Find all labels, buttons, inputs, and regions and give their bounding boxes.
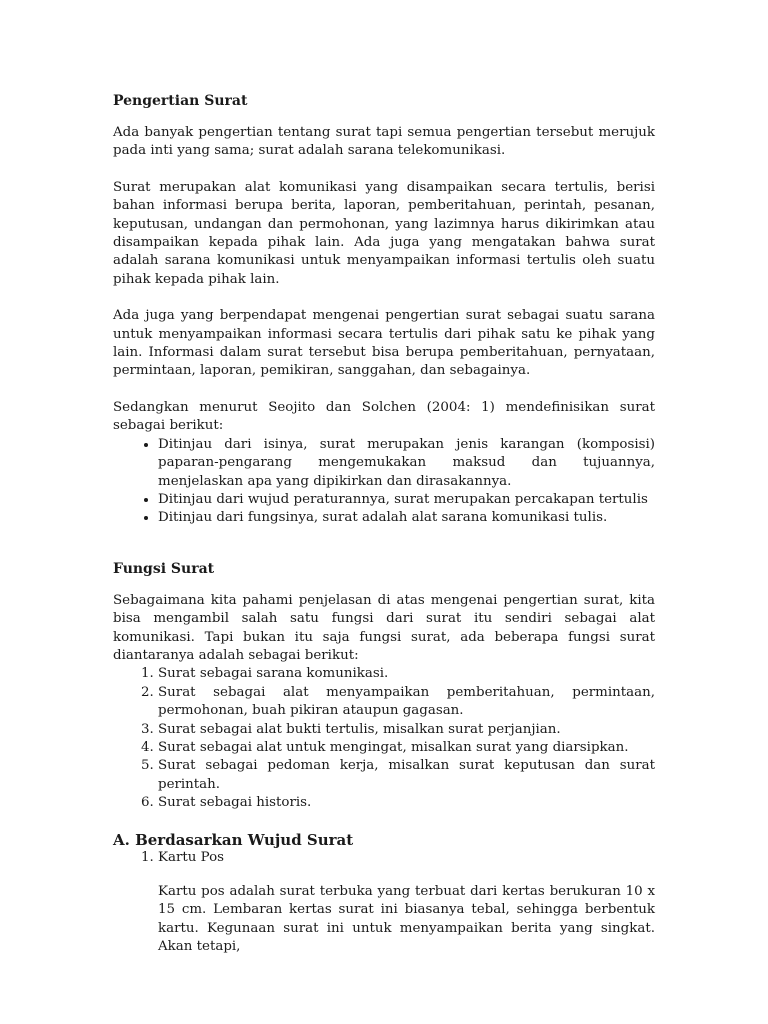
- list-item: • Ditinjau dari wujud peraturannya, surat merupakan percakapan tertulis: [158, 491, 655, 509]
- list-item: 6. Surat sebagai historis.: [158, 794, 655, 812]
- numbered-list: [113, 665, 655, 812]
- document-content: [113, 92, 655, 957]
- paragraph: Ada juga yang berpendapat mengenai pengertian surat sebagai suatu sarana untuk menyampaikan informasi secara tertulis dari pihak satu ke pihak yang lain. Informasi dalam surat tersebut bisa berupa pemberitahuan, pernyataan, permintaan, laporan, pemikiran, sanggahan, dan sebagainya.: [113, 308, 655, 379]
- paragraph: Sedangkan menurut Seojito dan Solchen (2004: 1) mendefinisikan surat sebagai berikut:: [113, 399, 655, 434]
- list-item: 1. Kartu Pos: [158, 849, 655, 867]
- numbered-list: [113, 849, 655, 867]
- section-title-pengertian: Pengertian Surat: [113, 93, 248, 109]
- list-item: • Ditinjau dari isinya, surat merupakan jenis karangan (komposisi) paparan-pengarang mengemukakan maksud dan tujuannya, menjelaskan apa yang dipikirkan dan dirasakannya.: [158, 436, 655, 491]
- bullet-list: [113, 436, 655, 528]
- list-item: 2. Surat sebagai alat menyampaikan pemberitahuan, permintaan, permohonan, buah pikiran ataupun gagasan.: [158, 684, 655, 721]
- paragraph: Surat merupakan alat komunikasi yang disampaikan secara tertulis, berisi bahan informasi berupa berita, laporan, pemberitahuan, perintah, pesanan, keputusan, undangan dan permohonan, yang lazimnya harus dikirimkan atau disampaikan kepada pihak lain. Ada juga yang mengatakan bahwa surat adalah sarana komunikasi untuk menyampaikan informasi tertulis oleh suatu pihak kepada pihak lain.: [113, 179, 655, 287]
- list-item: 3. Surat sebagai alat bukti tertulis, misalkan surat perjanjian.: [158, 721, 655, 739]
- paragraph: Sebagaimana kita pahami penjelasan di atas mengenai pengertian surat, kita bisa mengambil salah satu fungsi dari surat itu sendiri sebagai alat komunikasi. Tapi bukan itu saja fungsi surat, ada beberapa fungsi surat diantaranya adalah sebagai berikut:: [113, 592, 655, 663]
- section-title-wujud: A. Berdasarkan Wujud Surat: [113, 830, 354, 849]
- paragraph: Ada banyak pengertian tentang surat tapi semua pengertian tersebut merujuk pada inti yang sama; surat adalah sarana telekomunikasi.: [113, 125, 655, 159]
- section-title-fungsi: Fungsi Surat: [113, 560, 215, 577]
- paragraph: Kartu pos adalah surat terbuka yang terbuat dari kertas berukuran 10 x 15 cm. Lembaran kertas surat ini biasanya tebal, sehingga berbentuk kartu. Kegunaan surat ini untuk menyampaikan berita yang singkat. Akan tetapi,: [158, 884, 655, 955]
- list-item: 4. Surat sebagai alat untuk mengingat, misalkan surat yang diarsipkan.: [158, 739, 655, 757]
- list-item: 1. Surat sebagai sarana komunikasi.: [158, 665, 655, 683]
- list-item: • Ditinjau dari fungsinya, surat adalah alat sarana komunikasi tulis.: [158, 509, 655, 527]
- list-item: 5. Surat sebagai pedoman kerja, misalkan surat keputusan dan surat perintah.: [158, 757, 655, 794]
